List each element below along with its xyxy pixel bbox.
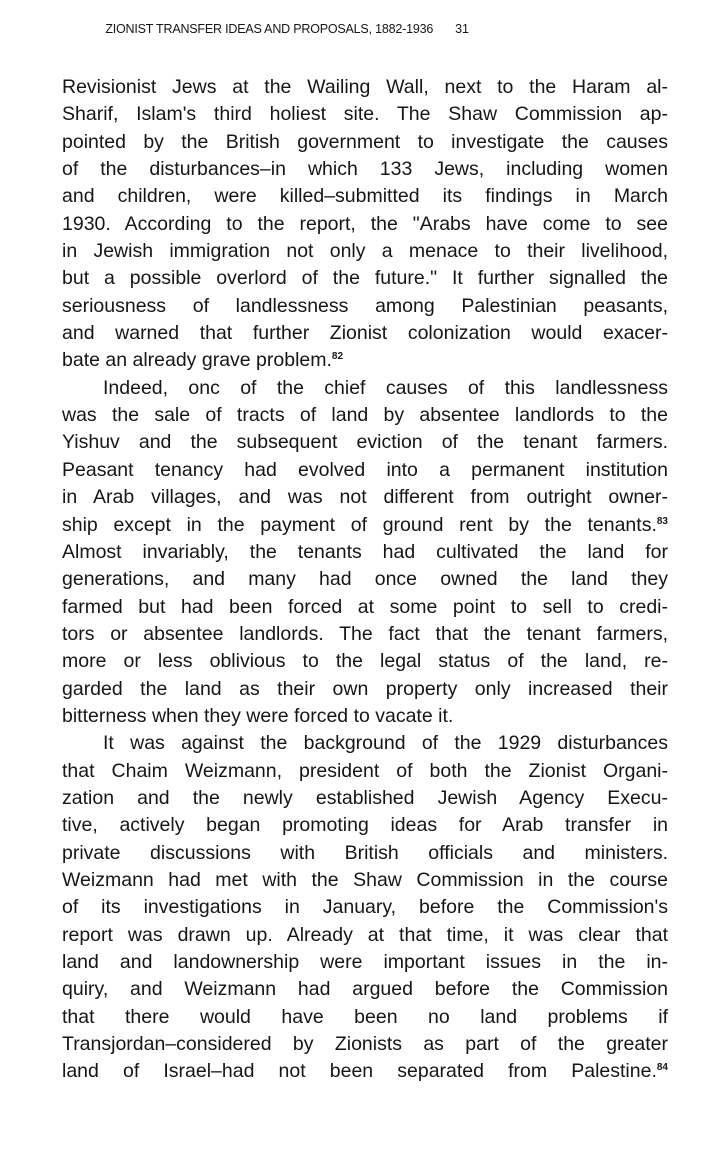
footnote-marker: 83: [656, 515, 668, 527]
text-line: [62, 402, 668, 429]
body-text: [62, 74, 668, 1086]
text-line: [62, 758, 668, 785]
text-line: [62, 867, 668, 894]
line-text: private discussions with British officials and ministers.: [62, 841, 668, 864]
line-text: but a possible overlord of the future." It further signalled the: [62, 267, 668, 290]
line-text: of its investigations in January, before the Commission's: [62, 896, 668, 919]
line-text: Almost invariably, the tenants had cultivated the land for: [62, 540, 668, 563]
line-text: generations, and many had once owned the land they: [62, 568, 668, 591]
text-line: [62, 183, 668, 210]
line-text: bitterness when they were forced to vacate it.: [62, 704, 454, 727]
text-line: [62, 703, 668, 730]
text-line: [62, 812, 668, 839]
page-number: 31: [455, 22, 469, 36]
line-text: pointed by the British government to investigate the causes: [62, 130, 668, 153]
line-text: Sharif, Islam's third holiest site. The Shaw Commission ap-: [62, 103, 668, 126]
line-text: more or less oblivious to the legal status of the land, re-: [62, 650, 668, 673]
text-line: [62, 621, 668, 648]
running-header: ZIONIST TRANSFER IDEAS AND PROPOSALS, 1882-1936: [105, 22, 434, 36]
line-text: Revisionist Jews at the Wailing Wall, next to the Haram al-: [62, 76, 668, 98]
line-text: farmed but had been forced at some point to sell to credi-: [62, 595, 668, 618]
text-line: [62, 512, 668, 539]
line-text: quiry, and Weizmann had argued before the Commission: [62, 978, 668, 1001]
line-text: that there would have been no land problems if: [62, 1005, 668, 1028]
line-text: of the disturbances–in which 133 Jews, including women: [62, 158, 668, 181]
text-line: [62, 1031, 668, 1058]
line-text: in Arab villages, and was not different from outright owner-: [62, 486, 668, 509]
text-line: [62, 648, 668, 675]
line-text: seriousness of landlessness among Palestinian peasants,: [62, 294, 668, 317]
text-line: [62, 1004, 668, 1031]
line-text: tive, actively began promoting ideas for Arab transfer in: [62, 814, 668, 837]
text-line: [62, 594, 668, 621]
line-text: Weizmann had met with the Shaw Commission in the course: [62, 868, 668, 891]
text-line: [62, 1058, 668, 1085]
text-line: [62, 293, 668, 320]
text-line: [62, 976, 668, 1003]
text-line: [62, 129, 668, 156]
text-line: [62, 676, 668, 703]
footnote-marker: 82: [331, 351, 344, 363]
line-text: that Chaim Weizmann, president of both the Zionist Organi-: [62, 759, 668, 782]
text-line: [62, 211, 668, 238]
text-line: [62, 375, 668, 402]
line-text: Yishuv and the subsequent eviction of the tenant farmers.: [62, 431, 668, 454]
line-text: bate an already grave problem.: [62, 349, 332, 372]
line-text: in Jewish immigration not only a menace to their livelihood,: [62, 240, 668, 263]
line-text: land and landownership were important issues in the in-: [62, 951, 668, 973]
line-text: garded the land as their own property only increased their: [62, 677, 668, 700]
line-text: and warned that further Zionist colonization would exacer-: [62, 322, 668, 345]
text-line: [62, 566, 668, 593]
line-text: tors or absentee landlords. The fact that the tenant farmers,: [62, 622, 668, 645]
text-line: [62, 484, 668, 511]
line-text: It was against the background of the 1929 disturbances: [103, 732, 668, 755]
footnote-marker: 84: [656, 1062, 668, 1074]
text-line: [62, 922, 668, 949]
text-line: [62, 785, 668, 812]
text-line: [62, 894, 668, 921]
text-line: [62, 74, 668, 101]
text-line: [62, 730, 668, 757]
page-header: [105, 22, 469, 36]
line-text: Peasant tenancy had evolved into a permanent institution: [62, 458, 668, 481]
text-line: [62, 539, 668, 566]
text-line: [62, 347, 668, 374]
line-text: zation and the newly established Jewish Agency Execu-: [62, 786, 668, 809]
line-text: ship except in the payment of ground rent by the tenants.: [62, 513, 657, 536]
text-line: [62, 429, 668, 456]
text-line: [62, 457, 668, 484]
text-line: [62, 101, 668, 128]
line-text: land of Israel–had not been separated from Palestine.: [62, 1060, 657, 1083]
line-text: and children, were killed–submitted its findings in March: [62, 185, 668, 208]
text-line: [62, 840, 668, 867]
text-line: [62, 156, 668, 183]
text-line: [62, 238, 668, 265]
text-line: [62, 265, 668, 292]
line-text: was the sale of tracts of land by absentee landlords to the: [62, 404, 668, 427]
line-text: Indeed, onc of the chief causes of this landlessness: [103, 376, 668, 399]
text-line: [62, 949, 668, 976]
line-text: report was drawn up. Already at that time, it was clear that: [62, 923, 668, 946]
line-text: 1930. According to the report, the "Arabs have come to see: [62, 212, 668, 235]
line-text: Transjordan–considered by Zionists as part of the greater: [62, 1033, 668, 1056]
text-line: [62, 320, 668, 347]
